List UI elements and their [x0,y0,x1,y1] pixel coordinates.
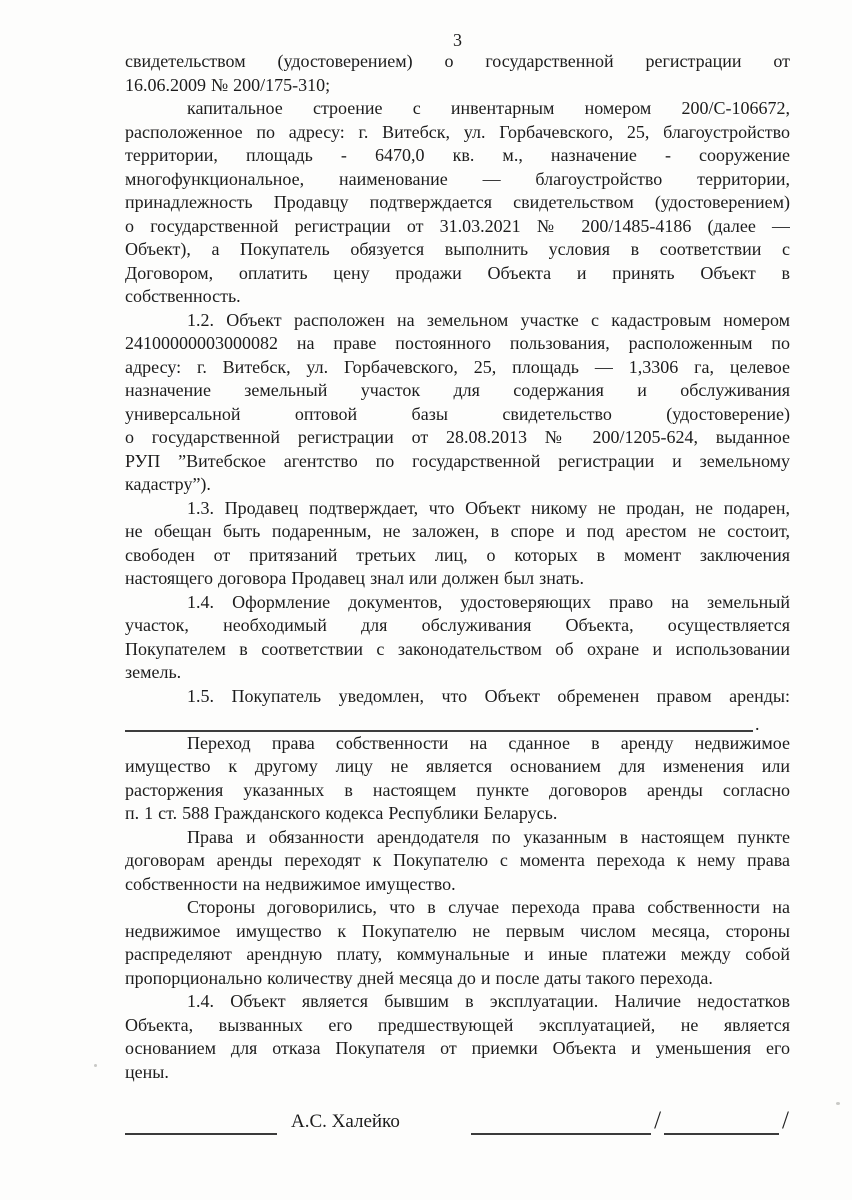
text-line: 1.3. Продавец подтверждает, что Объект никому не продан, не подарен, [187,497,790,518]
text-line: расторжения указанных в настоящем пункте договоров аренды согласно [125,779,790,800]
text-line: Договором, оплатить цену продажи Объекта и принять Объект в [125,262,790,283]
text-line: кадастру”). [125,474,211,494]
document-body [125,50,790,1084]
text-line: участок, необходимый для обслуживания Объекта, осуществляется [125,615,790,635]
text-line: 1.4. Объект является бывшим в эксплуатации. Наличие недостатков [187,991,790,1011]
text-line: настоящего договора Продавец знал или должен был знать. [125,568,584,588]
text-line: собственности на недвижимое имущество. [125,873,456,894]
text-line: Права и обязанности арендодателя по указанным в настоящем пункте [187,826,790,847]
text-line: Стороны договорились, что в случае перехода права собственности на [187,897,790,917]
signature-name: А.С. Халейко [291,1111,400,1132]
text-line: Покупателем в соответствии с законодательством об охране и использовании [125,638,790,659]
text-line: Объект), а Покупатель обязуется выполнить условия в соответствии с [125,239,790,259]
text-line: цены. [125,1061,169,1082]
slash-separator: / [654,1107,662,1134]
line-terminator: . [755,713,760,734]
paragraph-continuation [125,50,790,97]
blank-fill-line [125,708,790,732]
text-line: принадлежность Продавцу подтверждается свидетельством (удостоверением) [125,192,790,212]
text-line: многофункциональное, наименование — благоустройство территории, [125,168,790,189]
annex-paragraph-parties [125,896,790,990]
text-line: РУП ”Витебское агентство по государственной регистрации и земельному [125,450,790,471]
text-line: имущество к другому лицу не является основанием для изменения или [125,756,790,776]
text-line: 16.06.2009 № 200/175-310; [125,74,331,95]
text-line: 1.5. Покупатель уведомлен, что Объект обременен правом аренды: [187,685,790,706]
text-line: адресу: г. Витебск, ул. Горбачевского, 25, площадь — 1,3306 га, целевое [125,356,790,377]
text-line: недвижимое имущество к Покупателю не первым числом месяца, стороны [125,920,790,941]
text-line: 24100000003000082 на праве постоянного пользования, расположенным по [125,333,790,353]
text-line: пропорционально количеству дней месяца до и после даты такого перехода. [125,967,713,988]
text-line: расположенное по адресу: г. Витебск, ул. Горбачевского, 25, благоустройство [125,121,790,142]
clause-1-5 [125,685,790,709]
text-line: назначение земельный участок для содержания и обслуживания [125,380,790,400]
clause-1-3 [125,497,790,591]
text-line: свободен от притязаний третьих лиц, о которых в момент заключения [125,544,790,565]
text-line: свидетельством (удостоверением) о государственной регистрации от [125,51,790,71]
scan-speck [94,1064,97,1067]
page-number: 3 [453,30,462,50]
annex-paragraph-used-object [125,990,790,1084]
annex-paragraph-transfer [125,732,790,826]
slash-separator: / [782,1107,789,1134]
clause-1-4 [125,591,790,685]
text-line: договорам аренды переходят к Покупателю с момента перехода к нему права [125,850,790,870]
text-line: Объекта, вызванных его предшествующей эксплуатацией, не является [125,1014,790,1035]
text-line: универсальной оптовой базы свидетельство (удостоверение) [125,403,790,424]
text-line: 1.4. Оформление документов, удостоверяющих право на земельный [187,591,790,612]
text-line: земель. [125,662,182,682]
signature-line-name [664,1119,779,1135]
text-line: Переход права собственности на сданное в аренду недвижимое [187,732,790,753]
text-line: 1.2. Объект расположен на земельном участке с кадастровым номером [187,309,790,330]
text-line: основанием для отказа Покупателя от приемки Объекта и уменьшения его [125,1038,790,1058]
text-line: о государственной регистрации от 28.08.2013 № 200/1205-624, выданное [125,427,790,447]
text-line: территории, площадь - 6470,0 кв. м., назначение - сооружение [125,145,790,165]
annex-paragraph-rights [125,826,790,897]
text-line: не обещан быть подаренным, не заложен, в споре и под арестом не состоит, [125,521,790,541]
scan-speck [836,1102,840,1105]
text-line: капитальное строение с инвентарным номером 200/С-106672, [187,98,790,118]
paragraph-capital-structure [125,97,790,309]
text-line: о государственной регистрации от 31.03.2021 № 200/1485-4186 (далее — [125,215,790,236]
signature-line-buyer [471,1119,651,1135]
text-line: п. 1 ст. 588 Гражданского кодекса Республики Беларусь. [125,803,558,823]
signature-line-seller [125,1119,277,1135]
fill-in-underline [125,716,753,732]
clause-1-2 [125,309,790,497]
text-line: собственность. [125,286,241,306]
signature-block [125,1103,792,1135]
text-line: распределяют арендную плату, коммунальные и иные платежи между собой [125,944,790,964]
